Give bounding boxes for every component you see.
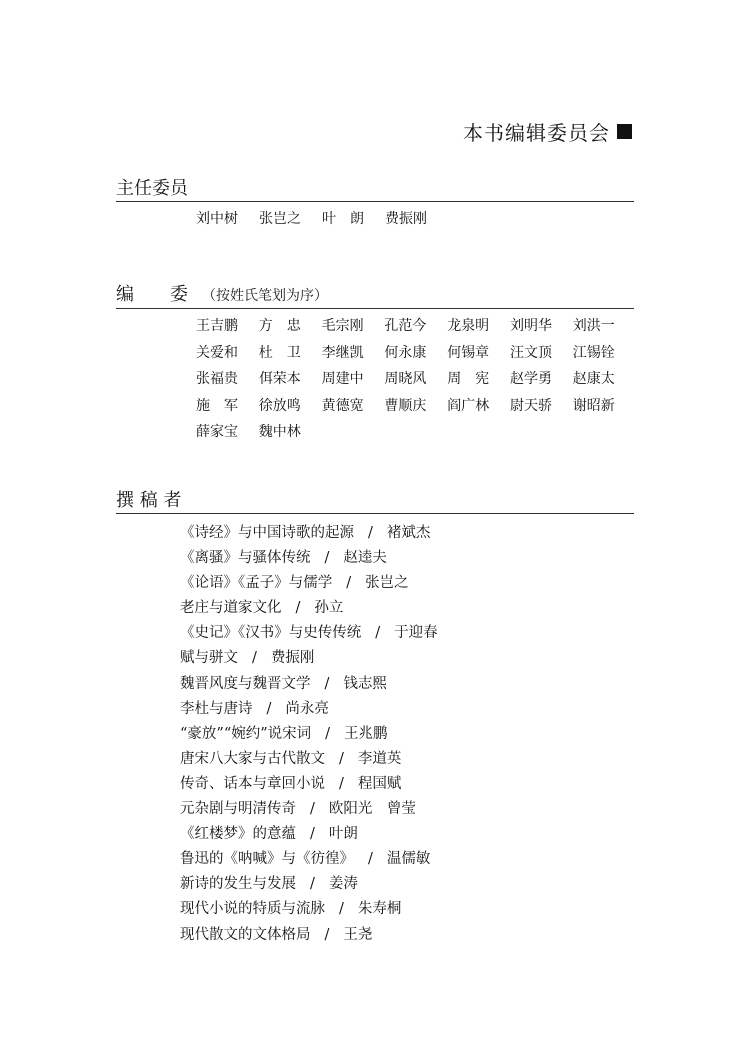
editor-name: 徐放鸣: [258, 397, 301, 414]
contributor-topic: 李杜与唐诗: [180, 700, 253, 717]
editor-name: 刘洪一: [572, 318, 615, 334]
contributor-entry: [180, 847, 438, 872]
contributor-topic: 老庄与道家文化: [180, 600, 282, 617]
editor-name: 黄德宽: [321, 397, 364, 414]
page-title: [463, 117, 632, 146]
contributor-entry: [180, 897, 438, 922]
contributor-author: 姜涛: [328, 876, 358, 893]
contributor-author: 费振刚: [270, 650, 315, 667]
editor-name: 施 军: [196, 397, 238, 414]
contributor-topic: 传奇、话本与章回小说: [180, 775, 325, 792]
contributor-entry: [180, 697, 438, 722]
editor-name: 龙泉明: [447, 318, 490, 334]
contributor-entry: [180, 571, 438, 596]
contributor-separator: /: [368, 525, 373, 541]
page-title-text: 本书编辑委员会: [463, 121, 610, 145]
contributors-list: [180, 521, 438, 948]
contributor-topic: “豪放”“婉约”说宋词: [180, 725, 312, 742]
title-square-marker: [617, 124, 632, 139]
editor-name: 王吉鹏: [196, 318, 238, 334]
section-chief-title: 主任委员: [116, 178, 188, 199]
contributor-author: 欧阳光 曾莹: [328, 801, 416, 818]
editor-name: 赵康太: [572, 371, 615, 388]
contributor-separator: /: [339, 750, 344, 767]
contributor-author: 孙立: [314, 600, 344, 617]
contributor-author: 钱志熙: [343, 675, 387, 692]
editor-name: 孔范今: [384, 318, 427, 334]
chief-name: 费振刚: [385, 211, 427, 227]
editor-name: 薛家宝: [196, 424, 238, 441]
contributor-separator: /: [324, 675, 330, 692]
contributor-author: 张岂之: [365, 575, 409, 592]
editor-name: 赵学勇: [509, 371, 552, 388]
contributor-separator: /: [266, 700, 272, 717]
editor-name: 张福贵: [196, 371, 238, 388]
editors-row: [196, 393, 636, 420]
contributor-topic: 赋与骈文: [180, 650, 238, 667]
contributor-author: 王兆鹏: [344, 725, 388, 742]
editor-name: 毛宗刚: [321, 318, 364, 334]
editors-name-grid: [196, 313, 636, 446]
editor-name: 周 宪: [447, 371, 490, 388]
contributor-separator: /: [368, 851, 373, 868]
editor-name: 周晓风: [384, 371, 427, 388]
contributor-separator: /: [324, 550, 330, 567]
chief-name: 叶 朗: [322, 211, 364, 227]
editor-name: 魏中林: [258, 424, 301, 441]
contributor-separator: /: [339, 775, 344, 792]
contributor-topic: 《红楼梦》的意蕴: [180, 826, 296, 843]
contributor-topic: 元杂剧与明清传奇: [180, 801, 296, 818]
contributor-entry: [180, 772, 438, 797]
contributor-topic: 现代散文的文体格局: [180, 926, 311, 943]
editor-name: 尉天骄: [509, 397, 552, 414]
contributor-entry: [180, 923, 438, 948]
editor-name: 杜 卫: [258, 344, 301, 361]
contributor-entry: [180, 646, 438, 671]
editors-row: [196, 366, 636, 393]
editors-row: [196, 419, 636, 446]
editor-name: 方 忠: [258, 318, 301, 334]
contributor-separator: /: [324, 926, 330, 943]
contributor-separator: /: [310, 826, 315, 843]
contributor-author: 温儒敏: [386, 851, 431, 868]
section-editors-title: 编 委: [116, 284, 188, 305]
contributor-separator: /: [310, 876, 315, 893]
editor-name: 关爱和: [196, 344, 238, 361]
contributor-separator: /: [339, 901, 344, 918]
contributor-separator: /: [310, 801, 315, 818]
editor-name: 曹顺庆: [384, 397, 427, 414]
chief-name: 张岂之: [259, 211, 301, 227]
editors-row: [196, 340, 636, 367]
contributor-topic: 唐宋八大家与古代散文: [180, 750, 325, 767]
editor-name: 佴荣本: [258, 371, 301, 388]
editor-name: 汪文顶: [509, 344, 552, 361]
contributor-topic: 新诗的发生与发展: [180, 876, 296, 893]
contributor-separator: /: [375, 625, 381, 642]
contributor-entry: [180, 822, 438, 847]
contributor-topic: 《论语》《孟子》与儒学: [180, 575, 333, 592]
contributor-author: 叶朗: [328, 826, 358, 843]
section-chief-heading: [116, 178, 634, 202]
contributor-separator: /: [295, 600, 301, 617]
contributor-entry: [180, 596, 438, 621]
editor-name: 何永康: [384, 344, 427, 361]
contributor-separator: /: [346, 575, 352, 592]
chief-names: [196, 208, 448, 230]
contributor-author: 王尧: [343, 926, 373, 943]
editor-name: 谢昭新: [572, 397, 615, 414]
contributor-separator: /: [252, 650, 257, 667]
contributor-author: 褚斌杰: [386, 525, 431, 541]
contributor-topic: 《诗经》与中国诗歌的起源: [180, 525, 354, 541]
section-editors-note: （按姓氏笔划为序）: [202, 288, 328, 304]
contributor-topic: 《史记》《汉书》与史传传统: [180, 625, 362, 642]
chief-name: 刘中树: [196, 211, 238, 227]
editor-name: 江锡铨: [572, 344, 615, 361]
contributor-topic: 魏晋风度与魏晋文学: [180, 675, 311, 692]
contributor-separator: /: [325, 725, 331, 742]
contributor-author: 李道英: [357, 750, 402, 767]
contributor-entry: [180, 747, 438, 772]
contributor-topic: 《离骚》与骚体传统: [180, 550, 311, 567]
contributor-entry: [180, 797, 438, 822]
editors-row: [196, 313, 636, 340]
contributor-author: 赵逵夫: [343, 550, 387, 567]
contributor-entry: [180, 672, 438, 697]
contributor-author: 尚永亮: [285, 700, 329, 717]
editor-name: 李继凯: [321, 344, 364, 361]
contributor-topic: 鲁迅的《呐喊》与《彷徨》: [180, 851, 354, 868]
contributor-entry: [180, 621, 438, 646]
contributor-entry: [180, 546, 438, 571]
contributor-topic: 现代小说的特质与流脉: [180, 901, 325, 918]
section-editors-heading: [116, 284, 634, 309]
editor-name: 周建中: [321, 371, 364, 388]
editor-name: 阎广林: [447, 397, 490, 414]
contributor-author: 程国赋: [357, 775, 402, 792]
editor-name: 刘明华: [509, 318, 552, 334]
section-contributors-title: 撰 稿 者: [116, 490, 182, 511]
contributor-entry: [180, 521, 438, 546]
section-contributors-heading: [116, 490, 634, 514]
contributor-entry: [180, 872, 438, 897]
contributor-author: 于迎春: [394, 625, 438, 642]
editor-name: 何锡章: [447, 344, 490, 361]
contributor-entry: [180, 722, 438, 747]
contributor-author: 朱寿桐: [357, 901, 402, 918]
